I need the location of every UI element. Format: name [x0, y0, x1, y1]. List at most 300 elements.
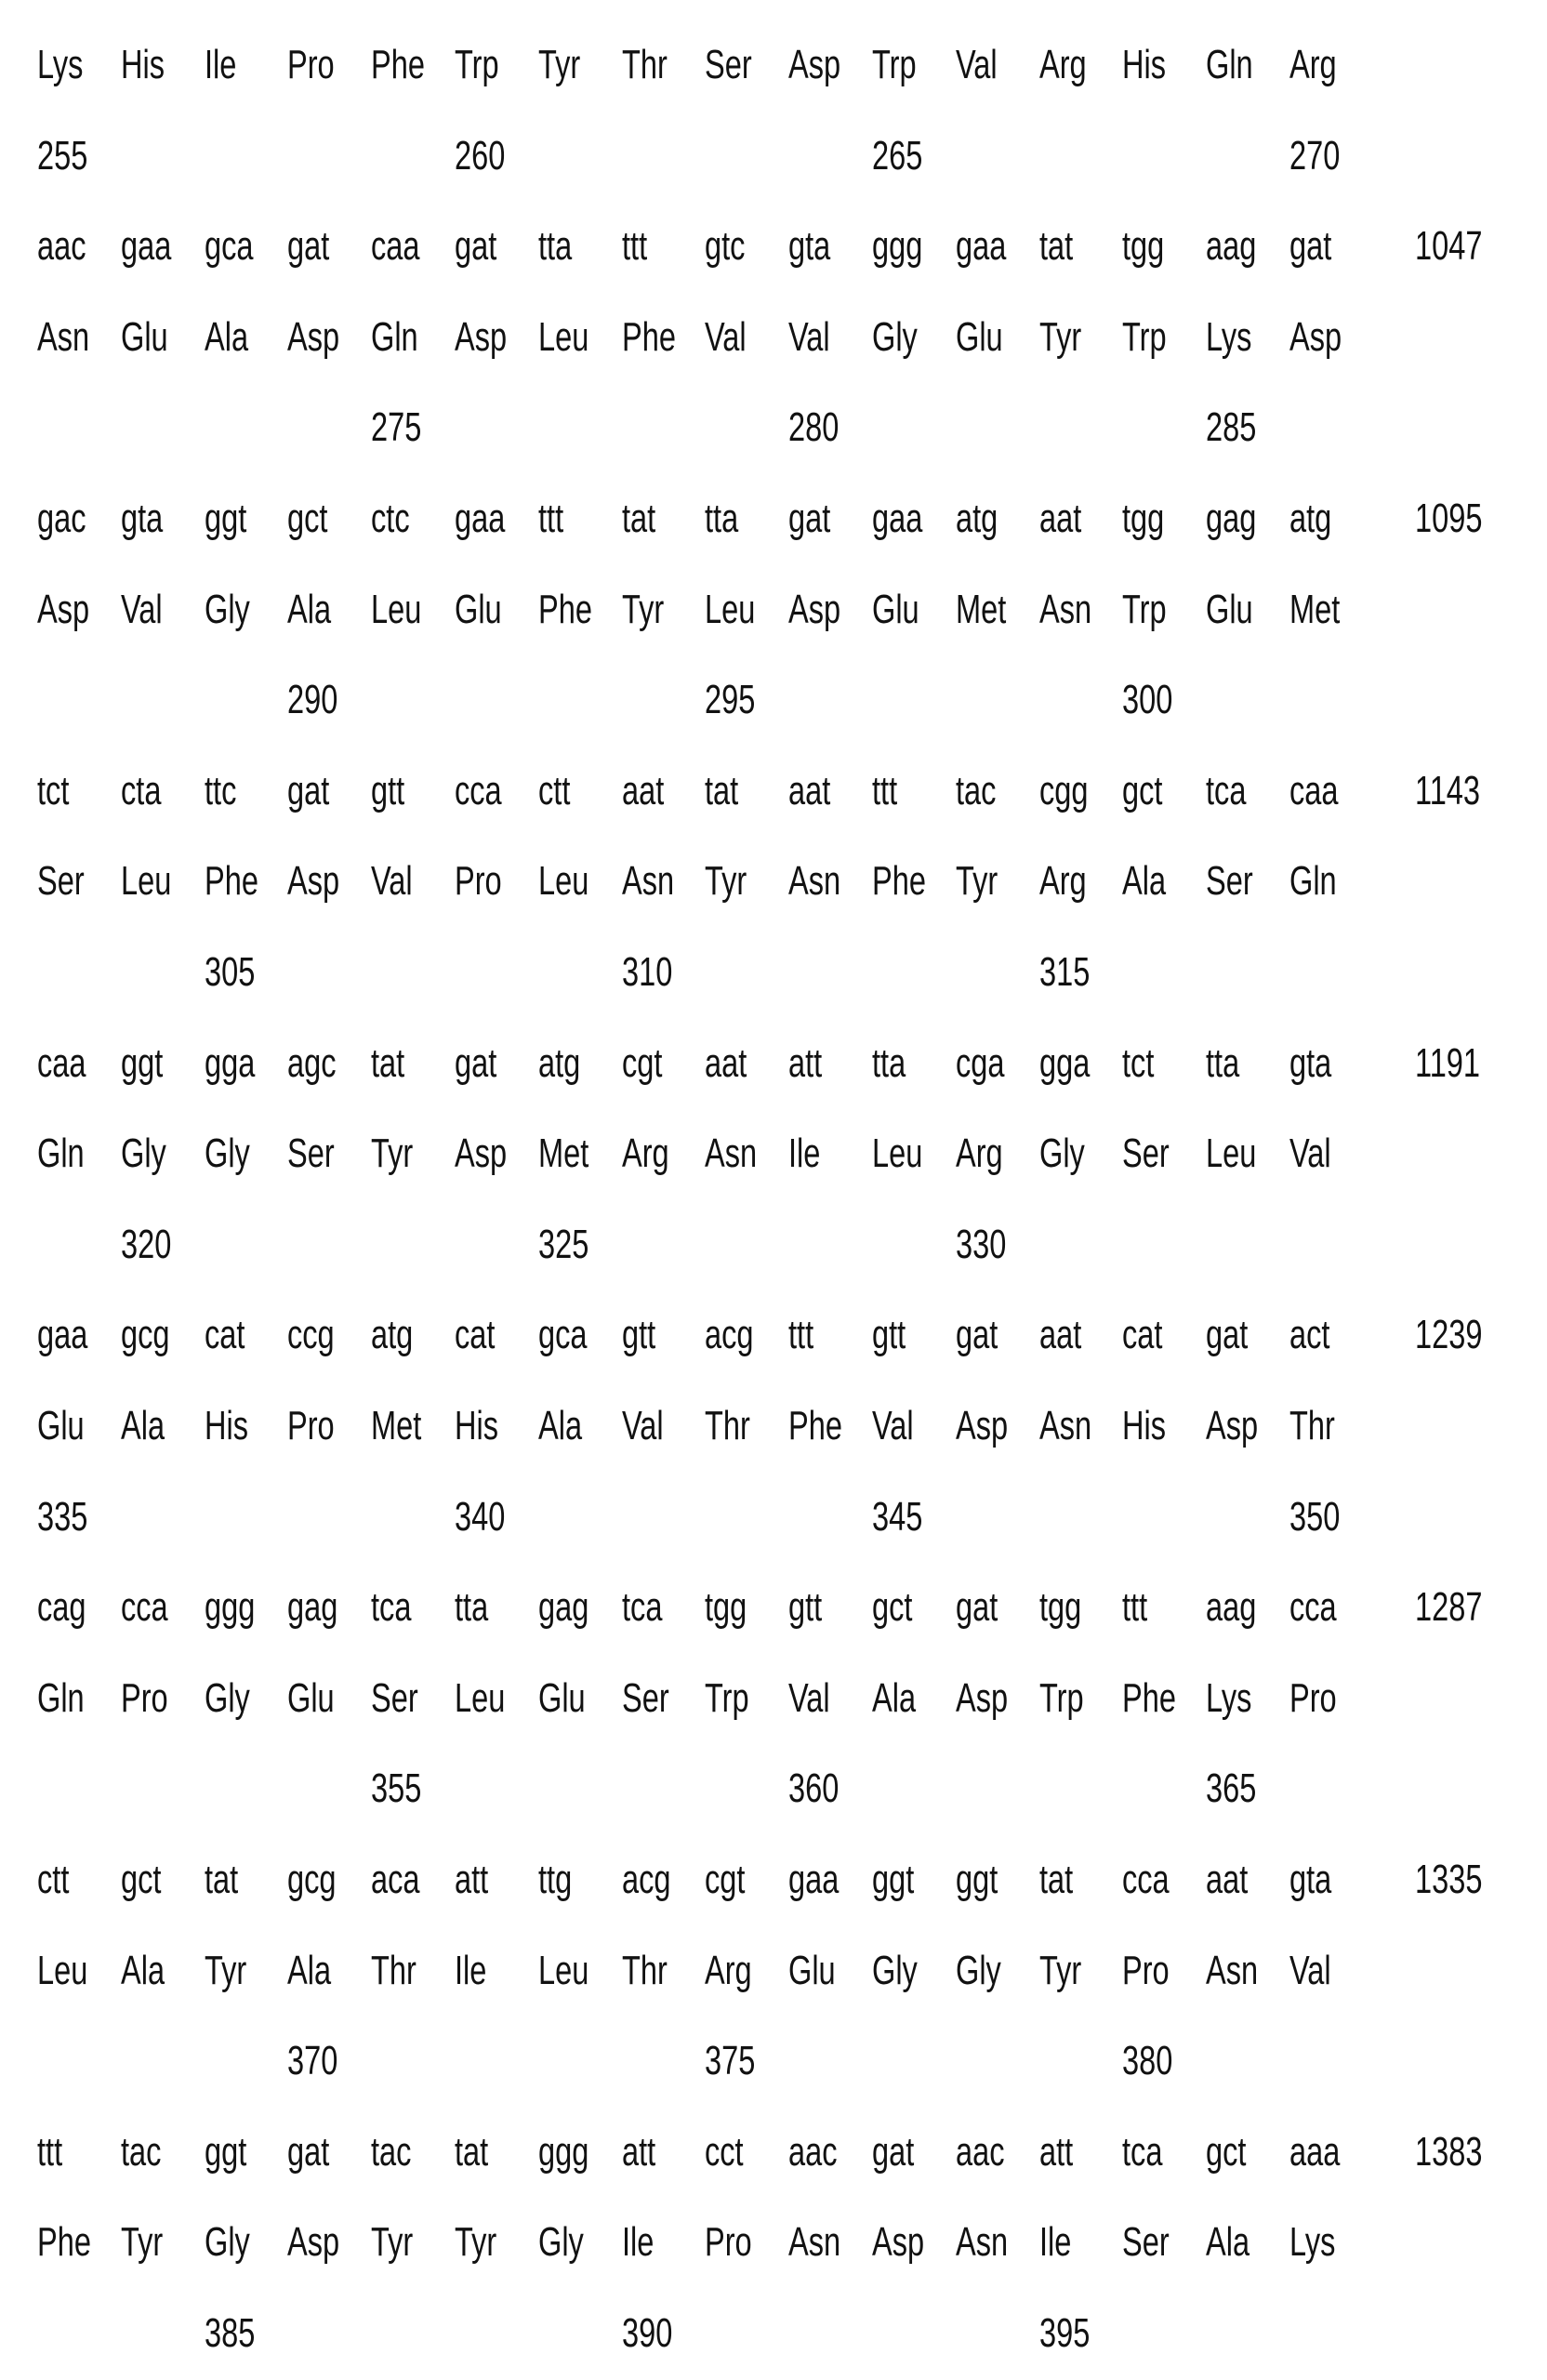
codon: tgg — [1039, 1580, 1081, 1635]
codon: atg — [956, 491, 998, 547]
residue-number: 335 — [37, 1489, 87, 1545]
codon: cat — [1122, 1307, 1162, 1363]
codon: gat — [287, 2124, 329, 2180]
amino-acid-residue: Met — [538, 1126, 588, 1182]
codon: tct — [1122, 1036, 1154, 1091]
residue-number-line — [0, 945, 1547, 1000]
amino-acid-residue: Asp — [956, 1398, 1008, 1454]
codon: cca — [1122, 1852, 1170, 1908]
amino-acid-residue: Phe — [788, 1398, 842, 1454]
amino-acid-residue: Asp — [788, 582, 840, 638]
amino-acid-residue: Tyr — [455, 2215, 496, 2270]
codon: ctt — [538, 763, 570, 819]
amino-acid-residue: Lys — [37, 37, 83, 93]
amino-acid-residue: Tyr — [1039, 310, 1081, 365]
amino-acid-line — [0, 1398, 1547, 1454]
amino-acid-residue: Ser — [705, 37, 752, 93]
residue-number: 305 — [205, 945, 255, 1000]
codon: gaa — [37, 1307, 87, 1363]
codon: tat — [622, 491, 655, 547]
amino-acid-residue: Val — [872, 1398, 914, 1454]
codon: cca — [1289, 1580, 1337, 1635]
codon: ttt — [788, 1307, 813, 1363]
amino-acid-residue: Asp — [287, 310, 339, 365]
amino-acid-residue: Glu — [121, 310, 168, 365]
codon: gca — [538, 1307, 588, 1363]
residue-number: 340 — [455, 1489, 505, 1545]
amino-acid-residue: Asp — [287, 2215, 339, 2270]
codon: cag — [37, 1580, 86, 1635]
codon: gta — [1289, 1036, 1331, 1091]
codon: aac — [956, 2124, 1005, 2180]
codon: tta — [538, 218, 572, 274]
amino-acid-residue: Glu — [287, 1671, 335, 1726]
amino-acid-line — [0, 853, 1547, 909]
amino-acid-residue: Arg — [1039, 37, 1087, 93]
amino-acid-residue: Ser — [1122, 1126, 1170, 1182]
amino-acid-residue: Lys — [1206, 1671, 1251, 1726]
codon: cgg — [1039, 763, 1089, 819]
residue-number: 365 — [1206, 1761, 1256, 1817]
codon: caa — [37, 1036, 86, 1091]
codon: atg — [538, 1036, 580, 1091]
amino-acid-residue: Pro — [1122, 1943, 1170, 1999]
codon: aag — [1206, 218, 1256, 274]
codon: cta — [121, 763, 161, 819]
codon: gat — [956, 1307, 998, 1363]
codon: gca — [205, 218, 254, 274]
amino-acid-residue: Gly — [121, 1126, 166, 1182]
codon: caa — [1289, 763, 1339, 819]
amino-acid-residue: Thr — [1289, 1398, 1335, 1454]
amino-acid-residue: Leu — [121, 853, 171, 909]
amino-acid-residue: Asp — [872, 2215, 924, 2270]
codon: aat — [1206, 1852, 1248, 1908]
amino-acid-residue: Ala — [121, 1943, 165, 1999]
codon: gat — [872, 2124, 914, 2180]
amino-acid-residue: Asn — [788, 853, 840, 909]
residue-number: 370 — [287, 2033, 337, 2089]
amino-acid-residue: Gln — [1206, 37, 1253, 93]
codon: gat — [287, 763, 329, 819]
codon: gtt — [371, 763, 404, 819]
nucleotide-line — [0, 491, 1547, 547]
amino-acid-residue: Gly — [1039, 1126, 1085, 1182]
codon: gaa — [121, 218, 171, 274]
codon: gag — [538, 1580, 588, 1635]
amino-acid-residue: Asn — [37, 310, 89, 365]
amino-acid-residue: Glu — [956, 310, 1003, 365]
amino-acid-residue: Phe — [538, 582, 592, 638]
nucleotide-position: 1095 — [1415, 491, 1482, 547]
codon: ggt — [872, 1852, 914, 1908]
codon: ggg — [872, 218, 922, 274]
codon: tac — [956, 763, 996, 819]
codon: tca — [1206, 763, 1246, 819]
codon: aat — [705, 1036, 747, 1091]
codon: tgg — [1122, 491, 1164, 547]
codon: agc — [287, 1036, 337, 1091]
amino-acid-residue: Ser — [622, 1671, 669, 1726]
residue-number: 270 — [1289, 128, 1340, 184]
amino-acid-residue: Tyr — [538, 37, 580, 93]
residue-number: 280 — [788, 400, 839, 456]
amino-acid-residue: Gly — [956, 1943, 1001, 1999]
codon: aca — [371, 1852, 420, 1908]
codon: gat — [788, 491, 830, 547]
amino-acid-residue: Arg — [1289, 37, 1337, 93]
codon: ttc — [205, 763, 236, 819]
amino-acid-residue: Asp — [788, 37, 840, 93]
amino-acid-residue: Asn — [956, 2215, 1008, 2270]
amino-acid-residue: Leu — [1206, 1126, 1256, 1182]
amino-acid-residue: Pro — [287, 37, 335, 93]
amino-acid-residue: Gln — [37, 1671, 85, 1726]
amino-acid-residue: Tyr — [371, 2215, 413, 2270]
codon: gta — [788, 218, 830, 274]
codon: caa — [371, 218, 420, 274]
residue-number: 385 — [205, 2306, 255, 2361]
codon: gtc — [705, 218, 745, 274]
amino-acid-residue: Trp — [455, 37, 499, 93]
codon: tta — [872, 1036, 906, 1091]
codon: gaa — [455, 491, 505, 547]
amino-acid-residue: Gln — [37, 1126, 85, 1182]
amino-acid-residue: Asp — [1289, 310, 1342, 365]
nucleotide-position: 1047 — [1415, 218, 1482, 274]
amino-acid-residue: Tyr — [371, 1126, 413, 1182]
amino-acid-residue: Trp — [1122, 310, 1167, 365]
codon: gta — [121, 491, 163, 547]
amino-acid-residue: His — [1122, 1398, 1166, 1454]
codon: tac — [371, 2124, 411, 2180]
codon: ttt — [538, 491, 563, 547]
amino-acid-residue: Leu — [371, 582, 421, 638]
residue-number-line — [0, 1489, 1547, 1545]
amino-acid-residue: Asn — [622, 853, 674, 909]
residue-number: 375 — [705, 2033, 755, 2089]
codon: tat — [1039, 1852, 1073, 1908]
codon: gtt — [622, 1307, 655, 1363]
amino-acid-residue: Ala — [287, 1943, 331, 1999]
codon: ttt — [1122, 1580, 1147, 1635]
amino-acid-residue: Asp — [287, 853, 339, 909]
amino-acid-residue: Gly — [205, 1671, 250, 1726]
codon: ggg — [205, 1580, 255, 1635]
nucleotide-position: 1239 — [1415, 1307, 1482, 1363]
amino-acid-residue: Pro — [121, 1671, 168, 1726]
codon: gta — [1289, 1852, 1331, 1908]
codon: tac — [121, 2124, 161, 2180]
amino-acid-residue: Val — [371, 853, 413, 909]
residue-number: 320 — [121, 1217, 171, 1273]
amino-acid-residue: Ala — [121, 1398, 165, 1454]
amino-acid-residue: Ser — [1206, 853, 1253, 909]
residue-number: 380 — [1122, 2033, 1172, 2089]
codon: gag — [1206, 491, 1256, 547]
amino-acid-residue: Val — [788, 310, 830, 365]
amino-acid-residue: Met — [1289, 582, 1340, 638]
amino-acid-residue: Glu — [538, 1671, 586, 1726]
amino-acid-residue: Leu — [538, 1943, 588, 1999]
amino-acid-residue: Ala — [538, 1398, 582, 1454]
codon: act — [1289, 1307, 1329, 1363]
nucleotide-line — [0, 1036, 1547, 1091]
amino-acid-residue: Ile — [788, 1126, 820, 1182]
codon: cgt — [622, 1036, 662, 1091]
codon: gct — [287, 491, 327, 547]
codon: gat — [287, 218, 329, 274]
nucleotide-position: 1383 — [1415, 2124, 1482, 2180]
codon: atg — [1289, 491, 1331, 547]
nucleotide-line — [0, 1580, 1547, 1635]
codon: ccg — [287, 1307, 335, 1363]
codon: tca — [622, 1580, 662, 1635]
codon: cat — [455, 1307, 495, 1363]
codon: tat — [455, 2124, 488, 2180]
amino-acid-residue: Val — [956, 37, 998, 93]
codon: gcg — [287, 1852, 337, 1908]
amino-acid-residue: Gly — [872, 1943, 918, 1999]
amino-acid-residue: Phe — [371, 37, 425, 93]
amino-acid-residue: Gly — [205, 1126, 250, 1182]
codon: acg — [705, 1307, 754, 1363]
amino-acid-residue: Leu — [872, 1126, 922, 1182]
codon: gat — [455, 218, 496, 274]
codon: aaa — [1289, 2124, 1340, 2180]
amino-acid-line — [0, 310, 1547, 365]
codon: cct — [705, 2124, 744, 2180]
amino-acid-residue: Pro — [1289, 1671, 1337, 1726]
amino-acid-residue: Glu — [1206, 582, 1253, 638]
residue-number: 260 — [455, 128, 505, 184]
residue-number: 345 — [872, 1489, 922, 1545]
amino-acid-residue: Ala — [205, 310, 248, 365]
amino-acid-residue: Asp — [37, 582, 89, 638]
amino-acid-residue: Pro — [287, 1398, 335, 1454]
amino-acid-residue: Leu — [538, 853, 588, 909]
codon: ctc — [371, 491, 410, 547]
amino-acid-residue: Ser — [37, 853, 85, 909]
codon: ctt — [37, 1852, 69, 1908]
amino-acid-residue: Asn — [705, 1126, 757, 1182]
residue-number-line — [0, 672, 1547, 728]
residue-number: 295 — [705, 672, 755, 728]
amino-acid-residue: Val — [705, 310, 747, 365]
amino-acid-line — [0, 1943, 1547, 1999]
codon: gat — [956, 1580, 998, 1635]
residue-number-line — [0, 1761, 1547, 1817]
amino-acid-residue: Phe — [1122, 1671, 1176, 1726]
nucleotide-line — [0, 2124, 1547, 2180]
codon: aac — [788, 2124, 838, 2180]
codon: att — [455, 1852, 488, 1908]
residue-number: 290 — [287, 672, 337, 728]
amino-acid-residue: Phe — [37, 2215, 91, 2270]
codon: aat — [1039, 491, 1081, 547]
amino-acid-residue: Ala — [287, 582, 331, 638]
residue-number: 310 — [622, 945, 672, 1000]
amino-acid-residue: Leu — [538, 310, 588, 365]
amino-acid-residue: Phe — [622, 310, 676, 365]
amino-acid-line — [0, 1671, 1547, 1726]
codon: gaa — [788, 1852, 839, 1908]
amino-acid-residue: Val — [1289, 1943, 1331, 1999]
residue-number: 350 — [1289, 1489, 1340, 1545]
codon: gaa — [872, 491, 922, 547]
amino-acid-residue: Asp — [455, 1126, 507, 1182]
codon: gct — [1206, 2124, 1246, 2180]
amino-acid-residue: Asp — [1206, 1398, 1258, 1454]
codon: ggg — [538, 2124, 588, 2180]
amino-acid-residue: Pro — [705, 2215, 752, 2270]
codon: cca — [121, 1580, 168, 1635]
codon: aat — [1039, 1307, 1081, 1363]
amino-acid-residue: Ile — [622, 2215, 654, 2270]
codon: cat — [205, 1307, 245, 1363]
amino-acid-residue: Arg — [956, 1126, 1003, 1182]
amino-acid-residue: Ile — [455, 1943, 486, 1999]
nucleotide-line — [0, 1307, 1547, 1363]
amino-acid-residue: Leu — [455, 1671, 505, 1726]
amino-acid-residue: Gly — [538, 2215, 584, 2270]
codon: gct — [1122, 763, 1162, 819]
residue-number-line — [0, 1217, 1547, 1273]
residue-number-line — [0, 128, 1547, 184]
amino-acid-residue: Leu — [705, 582, 755, 638]
nucleotide-line — [0, 763, 1547, 819]
codon: tgg — [1122, 218, 1164, 274]
amino-acid-residue: Met — [371, 1398, 421, 1454]
residue-number: 330 — [956, 1217, 1006, 1273]
amino-acid-residue: Tyr — [705, 853, 747, 909]
amino-acid-residue: His — [455, 1398, 498, 1454]
amino-acid-residue: Tyr — [1039, 1943, 1081, 1999]
residue-number: 285 — [1206, 400, 1256, 456]
codon: ttg — [538, 1852, 572, 1908]
amino-acid-residue: Gly — [205, 582, 250, 638]
amino-acid-residue: Ala — [872, 1671, 916, 1726]
amino-acid-line — [0, 2215, 1547, 2270]
codon: gaa — [956, 218, 1006, 274]
amino-acid-residue: Val — [1289, 1126, 1331, 1182]
nucleotide-position: 1335 — [1415, 1852, 1482, 1908]
residue-number: 315 — [1039, 945, 1090, 1000]
codon: cga — [956, 1036, 1005, 1091]
nucleotide-position: 1191 — [1415, 1036, 1480, 1091]
codon: gga — [1039, 1036, 1090, 1091]
amino-acid-residue: His — [121, 37, 165, 93]
amino-acid-residue: Trp — [1039, 1671, 1084, 1726]
codon: att — [788, 1036, 822, 1091]
codon: gct — [121, 1852, 161, 1908]
amino-acid-residue: Tyr — [622, 582, 664, 638]
amino-acid-residue: Arg — [1039, 853, 1087, 909]
amino-acid-residue: Asn — [1206, 1943, 1258, 1999]
amino-acid-residue: Glu — [37, 1398, 85, 1454]
amino-acid-residue: Thr — [622, 1943, 668, 1999]
amino-acid-residue: Glu — [455, 582, 502, 638]
nucleotide-position: 1143 — [1415, 763, 1480, 819]
codon: ggt — [121, 1036, 163, 1091]
amino-acid-residue: Val — [788, 1671, 830, 1726]
amino-acid-residue: Tyr — [121, 2215, 163, 2270]
codon: gtt — [788, 1580, 822, 1635]
codon: ttt — [622, 218, 647, 274]
amino-acid-residue: Phe — [872, 853, 926, 909]
amino-acid-residue: Met — [956, 582, 1006, 638]
codon: gct — [872, 1580, 912, 1635]
codon: gcg — [121, 1307, 170, 1363]
codon: ggt — [205, 491, 246, 547]
residue-number-line — [0, 2306, 1547, 2361]
residue-number: 395 — [1039, 2306, 1090, 2361]
residue-number: 355 — [371, 1761, 421, 1817]
codon: aat — [622, 763, 664, 819]
amino-acid-residue: Asp — [455, 310, 507, 365]
amino-acid-line — [0, 37, 1547, 93]
amino-acid-residue: Pro — [455, 853, 502, 909]
nucleotide-line — [0, 1852, 1547, 1908]
residue-number-line — [0, 400, 1547, 456]
codon: tat — [205, 1852, 238, 1908]
amino-acid-line — [0, 1126, 1547, 1182]
amino-acid-residue: Asn — [1039, 582, 1091, 638]
codon: tca — [371, 1580, 411, 1635]
codon: tta — [705, 491, 738, 547]
codon: ttt — [37, 2124, 62, 2180]
amino-acid-residue: Gln — [1289, 853, 1337, 909]
codon: att — [1039, 2124, 1073, 2180]
amino-acid-residue: Ala — [1122, 853, 1166, 909]
amino-acid-residue: Trp — [705, 1671, 749, 1726]
nucleotide-position: 1287 — [1415, 1580, 1482, 1635]
amino-acid-residue: Tyr — [205, 1943, 246, 1999]
codon: tgg — [705, 1580, 747, 1635]
amino-acid-residue: Gly — [205, 2215, 250, 2270]
amino-acid-residue: Ser — [371, 1671, 418, 1726]
codon: gtt — [872, 1307, 906, 1363]
codon: tat — [1039, 218, 1073, 274]
residue-number: 325 — [538, 1217, 588, 1273]
amino-acid-residue: Thr — [371, 1943, 416, 1999]
codon: att — [622, 2124, 655, 2180]
codon: tca — [1122, 2124, 1162, 2180]
codon: tta — [1206, 1036, 1239, 1091]
amino-acid-residue: Asp — [956, 1671, 1008, 1726]
codon: aat — [788, 763, 830, 819]
residue-number: 360 — [788, 1761, 839, 1817]
amino-acid-residue: Phe — [205, 853, 258, 909]
amino-acid-residue: Arg — [622, 1126, 669, 1182]
residue-number: 275 — [371, 400, 421, 456]
amino-acid-line — [0, 582, 1547, 638]
codon: acg — [622, 1852, 671, 1908]
amino-acid-residue: Asn — [1039, 1398, 1091, 1454]
amino-acid-residue: Val — [121, 582, 163, 638]
amino-acid-residue: Val — [622, 1398, 664, 1454]
amino-acid-residue: Thr — [705, 1398, 750, 1454]
codon: tat — [705, 763, 738, 819]
amino-acid-residue: Lys — [1289, 2215, 1335, 2270]
amino-acid-residue: Tyr — [956, 853, 998, 909]
amino-acid-residue: Ser — [287, 1126, 335, 1182]
amino-acid-residue: His — [1122, 37, 1166, 93]
residue-number-line — [0, 2033, 1547, 2089]
residue-number: 265 — [872, 128, 922, 184]
codon: gag — [287, 1580, 337, 1635]
codon: ggt — [205, 2124, 246, 2180]
